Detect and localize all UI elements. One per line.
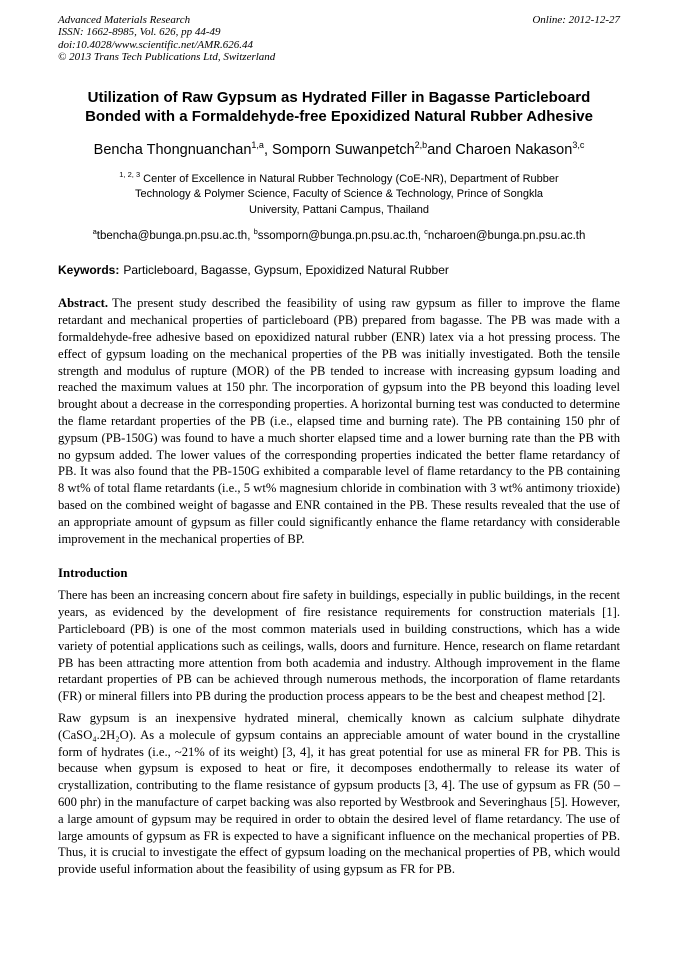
- email-2-superscript: b: [253, 227, 258, 237]
- affiliation-text: Center of Excellence in Natural Rubber Technology (CoE-NR), Department of Rubber Technology & Polymer Science, Faculty of Science & Technology, Prince of Songkla University, Pattani Campus, Thailand: [134, 172, 559, 216]
- affiliation-superscript: 1, 2, 3: [119, 169, 141, 179]
- keywords-text: Particleboard, Bagasse, Gypsum, Epoxidized Natural Rubber: [123, 263, 449, 278]
- introduction-paragraph-1: There has been an increasing concern about fire safety in buildings, especially in public buildings, in the recent years, as evidenced by the development of fire resistance requirements for construction materials [1]. Particleboard (PB) is one of the most common materials used in building constructions, which has a wide variety of potential applications such as ceilings, walls, doors and furniture. Hence, research on flame retardant PB has been attracting more attention from both academia and industry. Although improvement in the flame retardant properties of PB can be achieved through numerous methods, the incorporation of flame retardants (FR) or mineral fillers into PB during the production process appears to be the best and cheapest method [2].: [58, 588, 620, 704]
- section-heading-introduction: Introduction: [58, 566, 128, 581]
- author-3: [455, 139, 585, 158]
- email-1-superscript: a: [92, 227, 97, 237]
- doi-line: doi:10.4028/www.scientific.net/AMR.626.44: [58, 38, 254, 51]
- author-2-name: Somporn Suwanpetch: [272, 141, 415, 158]
- copyright-line: © 2013 Trans Tech Publications Ltd, Switzerland: [58, 51, 276, 64]
- abstract-label: Abstract.: [58, 296, 109, 311]
- author-separator: ,: [263, 141, 272, 158]
- journal-name: Advanced Materials Research: [58, 14, 191, 26]
- email-separator: ,: [247, 230, 254, 243]
- author-3-name: Charoen Nakason: [455, 141, 573, 158]
- author-3-superscript: 3,c: [572, 139, 585, 150]
- keywords-line: [58, 263, 620, 278]
- email-3-address: ncharoen@bunga.pn.psu.ac.th: [427, 230, 586, 243]
- emails-line: [58, 229, 620, 244]
- email-3-superscript: c: [424, 227, 428, 237]
- abstract: [58, 295, 620, 547]
- email-2-address: ssomporn@bunga.pn.psu.ac.th: [257, 230, 418, 243]
- email-3: [424, 227, 586, 243]
- author-2-superscript: 2,b: [414, 139, 428, 150]
- email-2: [253, 227, 425, 243]
- issn-volume-line: ISSN: 1662-8985, Vol. 626, pp 44-49: [58, 26, 221, 39]
- author-1-name: Bencha Thongnuanchan: [93, 141, 252, 158]
- page-header: [58, 14, 620, 64]
- email-1-address: tbencha@bunga.pn.psu.ac.th: [96, 230, 248, 243]
- author-1: [93, 139, 272, 158]
- email-separator: ,: [417, 230, 425, 243]
- affiliation: [113, 169, 565, 219]
- authors-line: [58, 141, 620, 159]
- introduction-paragraph-2: Raw gypsum is an inexpensive hydrated mineral, chemically known as calcium sulphate dihydrate (CaSO₄.2H₂O). As a molecule of gypsum contains an appreciable amount of water bound in the crystalline form of hydrates (i.e., ~21% of its weight) [3, 4], it has great potential for use as mineral FR for PB. This is because when gypsum is exposed to heat or fire, it decomposes endothermally to release its water of crystallization, contributing to the flame resistance of gypsum products [3, 4]. The use of gypsum as FR (50 – 600 phr) in the manufacture of carpet backing was also reported by Westbrook and Severinghaus [5]. However, a large amount of gypsum may be required in order to obtain the desired level of flame retardancy. The use of large amounts of gypsum as FR is expected to have a significant influence on the mechanical properties of PB. Thus, it is crucial to investigate the effect of gypsum loading on the mechanical properties of PB, which would provide useful information about the feasibility of using gypsum as FR for PB.: [58, 710, 620, 877]
- keywords-label: Keywords:: [58, 263, 120, 278]
- online-date: Online: 2012-12-27: [532, 14, 620, 26]
- publication-info: [58, 14, 275, 64]
- email-1: [92, 227, 254, 243]
- author-separator: and: [427, 141, 456, 158]
- abstract-text: The present study described the feasibility of using raw gypsum as filler to improve the flame retardant and mechanical properties of particleboard (PB) prepared from bagasse. The PB was made with a formaldehyde-free adhesive based on epoxidized natural rubber (ENR) latex via a hot pressing process. The effect of gypsum loading on the mechanical properties of the PB was initially investigated. Both the tensile strength and modulus of rupture (MOR) of the PB tended to increase with increasing gypsum loading and reached the maximum values at 150 phr. The incorporation of gypsum into the PB beyond this loading level brought about a decrease in the corresponding properties. A horizontal burning test was conducted to determine the flame retardant properties of the PB (i.e., elapsed time and burning rate). The PB containing 150 phr of gypsum (PB-150G) was found to have a much shorter elapsed time and a lower burning rate than the PB with no gypsum added. The lower values of the corresponding properties indicated the better flame retardancy of PB. It was also found that the PB-150G exhibited a comparable level of flame retardancy to the PB containing 8 wt% of total flame retardants (i.e., 5 wt% magnesium chloride in combination with 3 wt% antimony trioxide) based on the combined weight of bagasse and ENR contained in the PB. These results revealed that the use of an appropriate amount of gypsum as filler could significantly enhance the flame retardancy with considerable improvement in the mechanical properties of BP.: [58, 296, 620, 546]
- author-1-superscript: 1,a: [251, 139, 264, 150]
- author-2: [272, 139, 456, 158]
- paper-title: Utilization of Raw Gypsum as Hydrated Filler in Bagasse Particleboard Bonded with a Formaldehyde-free Epoxidized Natural Rubber Adhesive: [85, 88, 593, 125]
